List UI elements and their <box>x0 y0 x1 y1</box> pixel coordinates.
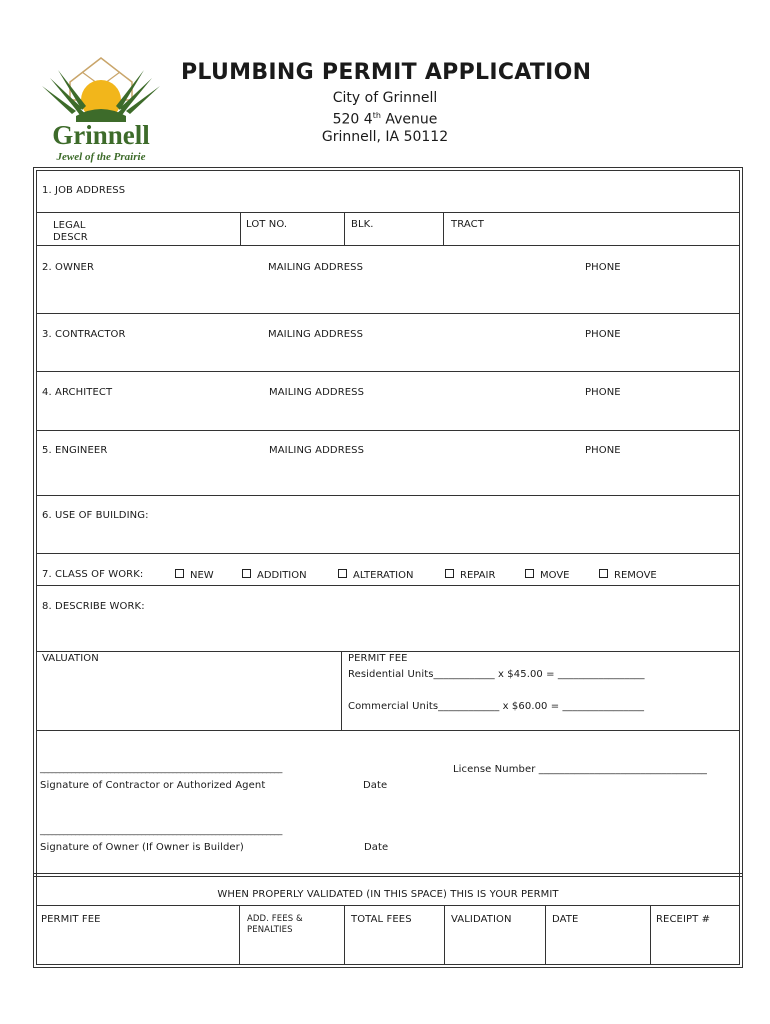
checkbox-icon[interactable] <box>599 569 608 578</box>
permit-fee-header: PERMIT FEE <box>348 653 408 664</box>
sig-owner-label: Signature of Owner (If Owner is Builder) <box>40 842 244 853</box>
use-of-building-label: 6. USE OF BUILDING: <box>42 510 149 521</box>
architect-mailing-label: MAILING ADDRESS <box>269 387 365 398</box>
footer-total-fees: TOTAL FEES <box>351 914 412 925</box>
owner-phone-label: PHONE <box>585 262 621 273</box>
city-address <box>300 90 470 146</box>
class-move-checkbox[interactable]: MOVE <box>525 569 569 581</box>
footer-date: DATE <box>552 914 579 925</box>
sig-contractor-date-label: Date <box>363 780 388 791</box>
footer-receipt: RECEIPT # <box>656 914 711 925</box>
class-remove-checkbox[interactable]: REMOVE <box>599 569 657 581</box>
footer-validation: VALIDATION <box>451 914 512 925</box>
contractor-signature-line: ______________________________________________________________ <box>40 764 282 774</box>
lot-no-label: LOT NO. <box>246 219 288 230</box>
residential-units-line: Residential Units____________ x $45.00 = _________________ <box>348 669 645 680</box>
valuation-label: VALUATION <box>42 653 99 664</box>
blk-label: BLK. <box>351 219 374 230</box>
logo-wordmark: Grinnell <box>52 120 150 150</box>
commercial-units-line: Commercial Units____________ x $60.00 = ________________ <box>348 701 645 712</box>
page-title: PLUMBING PERMIT APPLICATION <box>181 60 592 85</box>
checkbox-icon[interactable] <box>525 569 534 578</box>
grinnell-logo <box>36 56 166 166</box>
architect-label: 4. ARCHITECT <box>42 387 113 398</box>
contractor-phone-label: PHONE <box>585 329 621 340</box>
tract-label: TRACT <box>451 219 484 230</box>
legal-descr-label: LEGAL DESCR <box>53 220 88 243</box>
class-new-checkbox[interactable]: NEW <box>175 569 214 581</box>
class-addition-checkbox[interactable]: ADDITION <box>242 569 307 581</box>
sig-contractor-label: Signature of Contractor or Authorized Agent <box>40 780 266 791</box>
city-name: City of Grinnell <box>332 90 438 106</box>
contractor-label: 3. CONTRACTOR <box>42 329 126 340</box>
describe-work-label: 8. DESCRIBE WORK: <box>42 601 145 612</box>
owner-label: 2. OWNER <box>42 262 95 273</box>
engineer-mailing-label: MAILING ADDRESS <box>269 445 365 456</box>
checkbox-icon[interactable] <box>445 569 454 578</box>
logo-tagline: Jewel of the Prairie <box>56 151 146 163</box>
class-repair-checkbox[interactable]: REPAIR <box>445 569 495 581</box>
owner-mailing-label: MAILING ADDRESS <box>268 262 364 273</box>
footer-permit-fee: PERMIT FEE <box>41 914 101 925</box>
city-state-zip: Grinnell, IA 50112 <box>321 128 449 145</box>
street-address: 520 4th Avenue <box>332 111 438 128</box>
contractor-mailing-label: MAILING ADDRESS <box>268 329 364 340</box>
checkbox-icon[interactable] <box>338 569 347 578</box>
job-address-label: 1. JOB ADDRESS <box>42 185 126 196</box>
architect-phone-label: PHONE <box>585 387 621 398</box>
owner-signature-line: ______________________________________________________________ <box>40 826 282 836</box>
class-alteration-checkbox[interactable]: ALTERATION <box>338 569 413 581</box>
checkbox-icon[interactable] <box>175 569 184 578</box>
checkbox-icon[interactable] <box>242 569 251 578</box>
validated-banner: WHEN PROPERLY VALIDATED (IN THIS SPACE) THIS IS YOUR PERMIT <box>217 889 559 900</box>
engineer-label: 5. ENGINEER <box>42 445 108 456</box>
footer-add-fees: ADD. FEES & PENALTIES <box>247 914 303 935</box>
class-of-work-label: 7. CLASS OF WORK: <box>42 569 144 580</box>
engineer-phone-label: PHONE <box>585 445 621 456</box>
license-number-line: License Number _________________________________ <box>453 764 708 775</box>
sig-owner-date-label: Date <box>364 842 389 853</box>
